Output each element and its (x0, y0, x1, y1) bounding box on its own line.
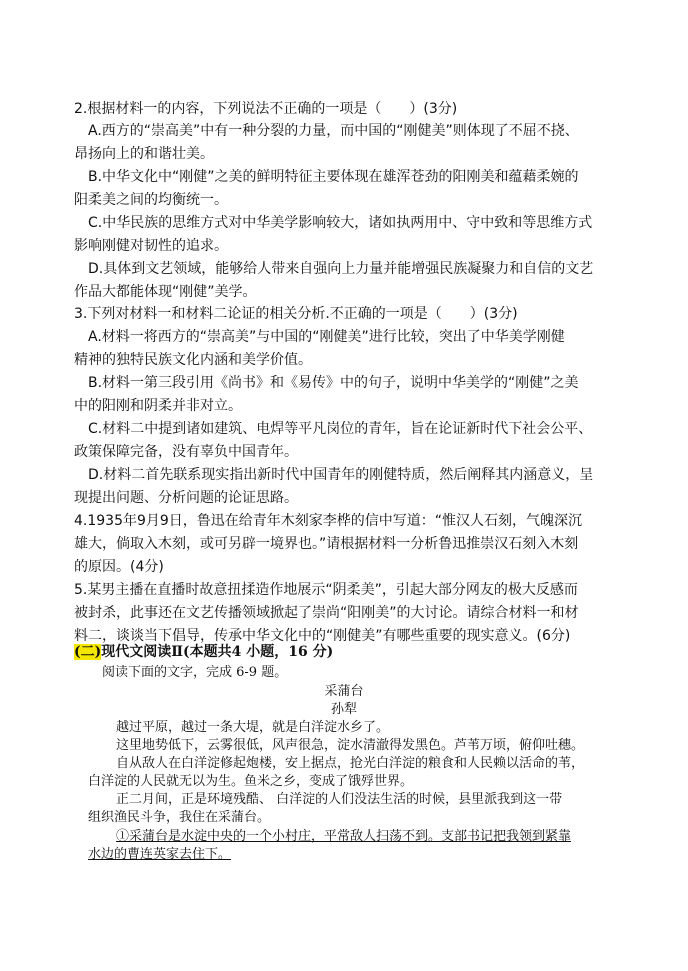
q5-line2: 被封杀，此事还在文艺传播领域掀起了崇尚“阳刚美”的大讨论。请综合材料一和材 (74, 605, 579, 621)
q4-line2: 雄大，倘取入木刻，或可另辟一境界也。”请根据材料一分析鲁迅推崇汉石刻入木刻 (74, 536, 579, 552)
story-paragraph-4-line1: 正二月间，正是环境残酷、 白洋淀的人们没法生活的时候，县里派我到这一带 (116, 792, 563, 807)
q3-option-c-line1: C.材料二中提到诸如建筑、电焊等平凡岗位的青年，旨在论证新时代下社会公平、 (88, 421, 593, 437)
q2-option-b-line1: B.中华文化中“刚健”之美的鲜明特征主要体现在雄浑苍劲的阳刚美和蕴藉柔婉的 (88, 169, 579, 185)
q3-option-a-line2: 精神的独特民族文化内涵和美学价值。 (74, 352, 312, 368)
story-paragraph-3-line2: 白洋淀的人民就无以为生。鱼米之乡，变成了饿殍世界。 (88, 774, 414, 789)
story-paragraph-3-line1: 自从敌人在白洋淀修起炮楼，安上据点，抢光白洋淀的粮食和人民赖以活命的苇， (116, 756, 585, 771)
section2-instruction: 阅读下面的文字，完成 6-9 题。 (102, 665, 288, 680)
q2-option-b-line2: 阳柔美之间的均衡统一。 (74, 192, 228, 208)
q2-option-d-line1: D.具体到文艺领域，能够给人带来自强向上力量并能增强民族凝聚力和自信的文艺 (88, 261, 594, 277)
story-author: 孙犁 (330, 702, 357, 717)
q3-option-c-line2: 政策保障完备，没有辜负中国青年。 (74, 444, 298, 460)
q5-line3: 料二，谈谈当下倡导，传承中华文化中的“刚健美”有哪些重要的现实意义。(6分) (74, 628, 571, 644)
story-paragraph-5-line2: 水边的曹连英家去住下。 (88, 847, 232, 862)
q2-option-d-line2: 作品大都能体现“刚健”美学。 (74, 284, 257, 300)
story-paragraph-4-line2: 组织渔民斗争，我住在采蒲台。 (88, 810, 271, 825)
q2-option-c-line1: C.中华民族的思维方式对中华美学影响较大，诸如执两用中、守中致和等思维方式 (88, 215, 593, 231)
section2-title (74, 641, 634, 663)
story-paragraph-5-line1: ①采蒲台是水淀中央的一个小村庄，平常敌人扫荡不到。支部书记把我领到紧靠 (116, 829, 572, 844)
q4-line3: 的原因。(4分) (74, 559, 164, 575)
q3-option-b-line1: B.材料一第三段引用《尚书》和《易传》中的句子，说明中华美学的“刚健”之美 (88, 375, 579, 391)
q3-option-d-line1: D.材料二首先联系现实指出新时代中国青年的刚健特质，然后阐释其内涵意义，呈 (88, 467, 594, 483)
q2-option-a-line2: 昂扬向上的和谐壮美。 (74, 146, 214, 162)
q3-stem: 3.下列对材料一和材料二论证的相关分析.不正确的一项是（ ）(3分) (74, 306, 518, 322)
section2-title-highlight: (二) (74, 644, 102, 660)
story-paragraph-2: 这里地势低下，云雾很低，风声很急，淀水清澈得发黑色。芦苇万顷，俯仰吐穗。 (116, 738, 585, 753)
q5-line1: 5.某男主播在直播时故意扭揉造作地展示“阴柔美”，引起大部分网友的极大反感而 (74, 582, 578, 598)
q2-stem: 2.根据材料一的内容，下列说法不正确的一项是（ ）(3分) (74, 101, 458, 117)
q3-option-a-line1: A.材料一将西方的“崇高美”与中国的“刚健美”进行比较，突出了中华美学刚健 (88, 329, 565, 345)
q2-option-c-line2: 影响刚健对韧性的追求。 (74, 238, 228, 254)
q3-option-b-line2: 中的阳刚和阴柔并非对立。 (74, 398, 242, 414)
q4-line1: 4.1935年9月9日，鲁迅在给青年木刻家李桦的信中写道：“惟汉人石刻，气魄深沉 (74, 513, 583, 529)
story-title: 采蒲台 (324, 684, 364, 699)
section2-title-text: 现代文阅读Ⅱ(本题共4 小题，16 分) (101, 644, 334, 660)
q2-option-a-line1: A.西方的“崇高美”中有一种分裂的力量，而中国的“刚健美”则体现了不屈不挠、 (88, 123, 579, 139)
story-paragraph-1: 越过平原，越过一条大堤，就是白洋淀水乡了。 (116, 720, 390, 735)
q3-option-d-line2: 现提出问题、分析问题的论证思路。 (74, 490, 298, 506)
